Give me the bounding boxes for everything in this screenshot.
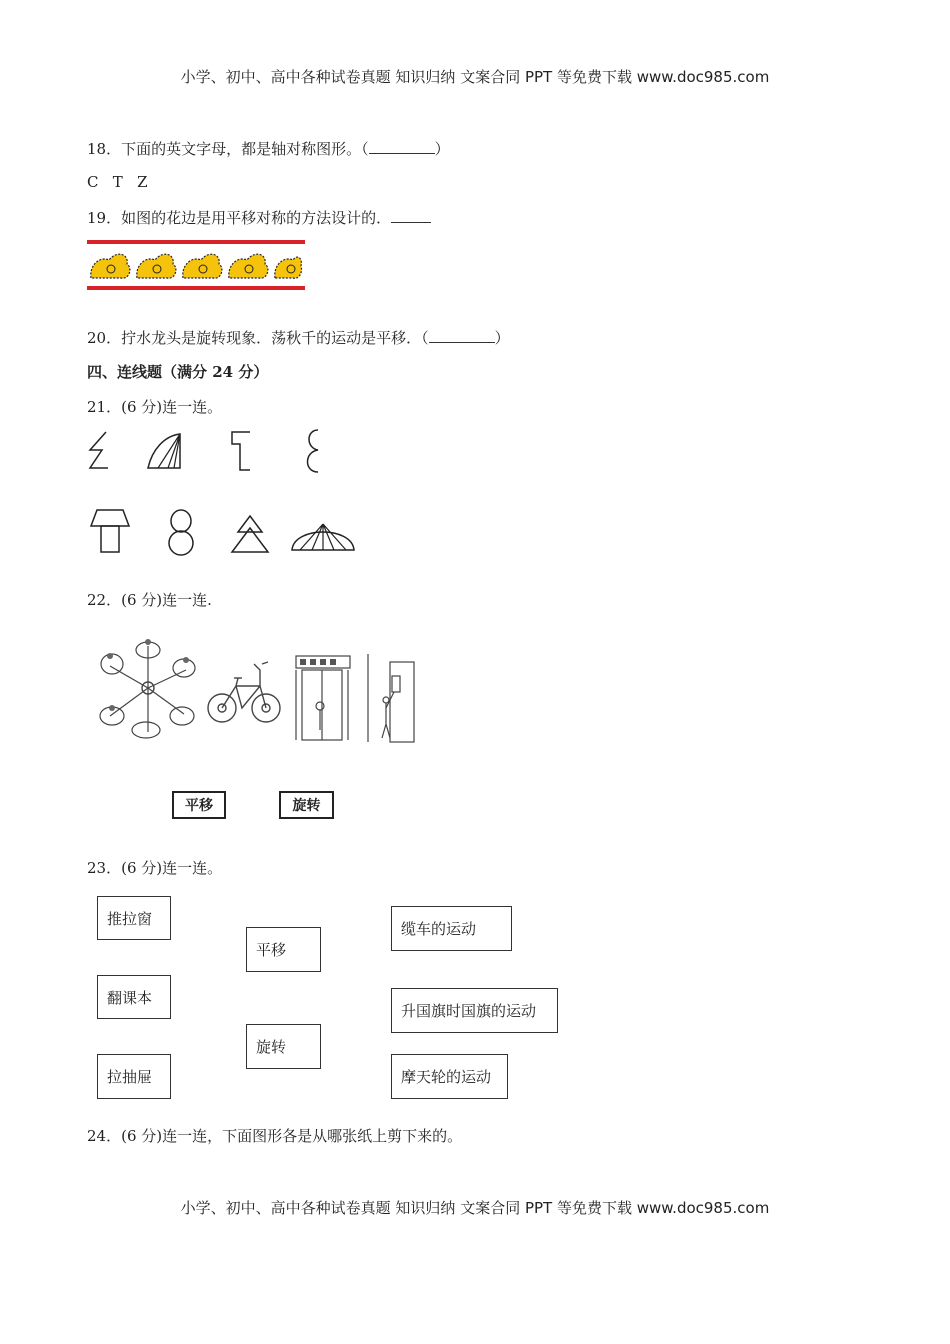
answer-blank-19[interactable]: [391, 210, 431, 223]
question-22: 22．(6 分)连一连.: [87, 591, 212, 609]
box-rotation[interactable]: 旋转: [279, 791, 334, 819]
half-umbrella-shape: [146, 432, 184, 472]
question-23: 23．(6 分)连一连。: [87, 859, 223, 877]
umbrella-shape: [290, 516, 356, 554]
eight-shape: [166, 508, 196, 556]
question-18-text: 18．下面的英文字母，都是轴对称图形。（: [87, 140, 369, 158]
answer-blank-20[interactable]: [429, 330, 495, 343]
question-20: [87, 327, 510, 348]
lamp-shape: [89, 508, 131, 554]
lace-border-image: [87, 238, 305, 294]
box-translation[interactable]: 平移: [172, 791, 226, 819]
question-19-text: 19．如图的花边是用平移对称的方法设计的．: [87, 209, 392, 227]
half-pine-tree-shape: [88, 430, 110, 472]
left-item-pull-drawer[interactable]: 拉抽屉: [97, 1054, 171, 1099]
question-18-letters: C T Z: [87, 173, 148, 191]
half-eight-shape: [300, 428, 322, 474]
elevator-door-image: [292, 650, 354, 742]
left-item-sliding-window[interactable]: 推拉窗: [97, 896, 171, 940]
right-item-flag-raising[interactable]: 升国旗时国旗的运动: [391, 988, 558, 1033]
question-18: [87, 138, 450, 159]
carousel-image: [98, 636, 198, 742]
question-18-close: ）: [434, 140, 450, 158]
bicycle-image: [206, 656, 282, 726]
question-24: 24．(6 分)连一连，下面图形各是从哪张纸上剪下来的。: [87, 1127, 463, 1145]
elevator-button-image: [364, 652, 424, 744]
question-20-text: 20．拧水龙头是旋转现象．荡秋千的运动是平移．（: [87, 329, 429, 347]
question-21: 21．(6 分)连一连。: [87, 398, 223, 416]
middle-item-rotation[interactable]: 旋转: [246, 1024, 321, 1069]
page-footer: 小学、初中、高中各种试卷真题 知识归纳 文案合同 PPT 等免费下载 www.doc985.com: [180, 1199, 770, 1217]
question-20-close: ）: [494, 329, 510, 347]
right-item-ferris-wheel[interactable]: 摩天轮的运动: [391, 1054, 508, 1099]
page-header: 小学、初中、高中各种试卷真题 知识归纳 文案合同 PPT 等免费下载 www.doc985.com: [180, 68, 770, 86]
section-title: 四、连线题（满分 24 分）: [87, 363, 269, 381]
half-lamp-shape: [228, 430, 252, 472]
right-item-cable-car[interactable]: 缆车的运动: [391, 906, 512, 951]
pine-tree-shape: [230, 514, 270, 554]
left-item-turn-page[interactable]: 翻课本: [97, 975, 171, 1019]
middle-item-translation[interactable]: 平移: [246, 927, 321, 972]
question-19: [87, 207, 431, 228]
answer-blank-18[interactable]: [369, 141, 435, 154]
